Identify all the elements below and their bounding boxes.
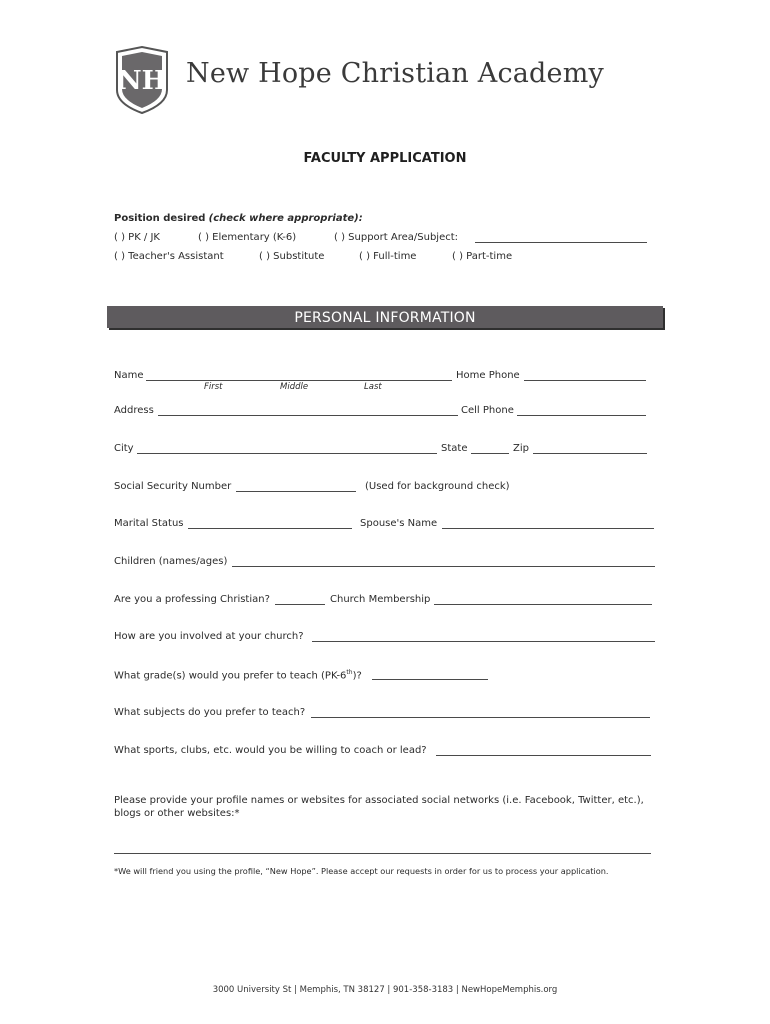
subjects-label: What subjects do you prefer to teach? [114,707,306,718]
checkbox-teachers-assistant[interactable]: ( ) Teacher's Assistant [114,251,224,262]
name-middle-sublabel: Middle [280,382,309,392]
support-area-line[interactable] [475,242,647,243]
state-label: State [441,443,468,454]
marital-status-label: Marital Status [114,518,184,529]
state-line[interactable] [471,453,509,454]
position-note: (check where appropriate): [208,213,363,224]
form-title: FACULTY APPLICATION [303,151,467,166]
christian-label: Are you a professing Christian? [114,594,270,605]
church-involvement-label: How are you involved at your church? [114,631,304,642]
grades-label-end: )? [352,670,362,682]
social-line[interactable] [114,853,651,854]
grades-label-sup: th [346,669,353,676]
name-first-sublabel: First [204,382,223,392]
ssn-label: Social Security Number [114,481,232,492]
social-label-line2: blogs or other websites:* [114,808,240,819]
checkbox-part-time[interactable]: ( ) Part-time [452,251,513,262]
cell-phone-label: Cell Phone [461,405,514,416]
checkbox-full-time[interactable]: ( ) Full-time [359,251,417,262]
friend-note: *We will friend you using the profile, “New Hope”. Please accept our requests in order for us to process your application. [114,866,609,876]
church-membership-line[interactable] [434,604,652,605]
city-label: City [114,443,134,454]
section-header [107,306,663,328]
zip-label: Zip [513,443,529,454]
address-line[interactable] [158,415,458,416]
logo-monogram: NH [117,66,167,96]
name-last-sublabel: Last [364,382,382,392]
home-phone-label: Home Phone [456,370,520,381]
footer-contact: 3000 University St | Memphis, TN 38127 | 901-358-3183 | NewHopeMemphis.org [212,985,558,995]
children-label: Children (names/ages) [114,556,228,567]
spouse-name-label: Spouse's Name [360,518,438,529]
spouse-name-line[interactable] [442,528,654,529]
address-label: Address [114,405,154,416]
social-label-line1: Please provide your profile names or websites for associated social networks (i.e. Facebook, Twitter, etc.), [114,795,644,806]
school-name: New Hope Christian Academy [186,58,604,89]
zip-line[interactable] [533,453,647,454]
grades-label [114,669,362,681]
school-crest-logo [113,46,171,114]
children-line[interactable] [232,566,655,567]
name-line[interactable] [146,380,452,381]
section-title: PERSONAL INFORMATION [294,310,476,326]
position-heading [114,213,363,224]
home-phone-line[interactable] [524,380,646,381]
checkbox-substitute[interactable]: ( ) Substitute [259,251,325,262]
church-involvement-line[interactable] [312,641,655,642]
ssn-line[interactable] [236,491,356,492]
coach-label: What sports, clubs, etc. would you be willing to coach or lead? [114,745,427,756]
grades-line[interactable] [372,679,488,680]
name-label: Name [114,370,144,381]
checkbox-pk-jk[interactable]: ( ) PK / JK [114,232,160,243]
city-line[interactable] [137,453,437,454]
marital-status-line[interactable] [188,528,352,529]
cell-phone-line[interactable] [517,415,646,416]
checkbox-support-area[interactable]: ( ) Support Area/Subject: [334,232,459,243]
ssn-note: (Used for background check) [365,481,510,492]
subjects-line[interactable] [311,717,650,718]
christian-line[interactable] [275,604,325,605]
grades-label-text: What grade(s) would you prefer to teach (PK-6 [114,670,347,682]
coach-line[interactable] [436,755,651,756]
church-membership-label: Church Membership [330,594,431,605]
checkbox-elementary[interactable]: ( ) Elementary (K-6) [198,232,297,243]
position-label: Position desired [114,213,206,224]
